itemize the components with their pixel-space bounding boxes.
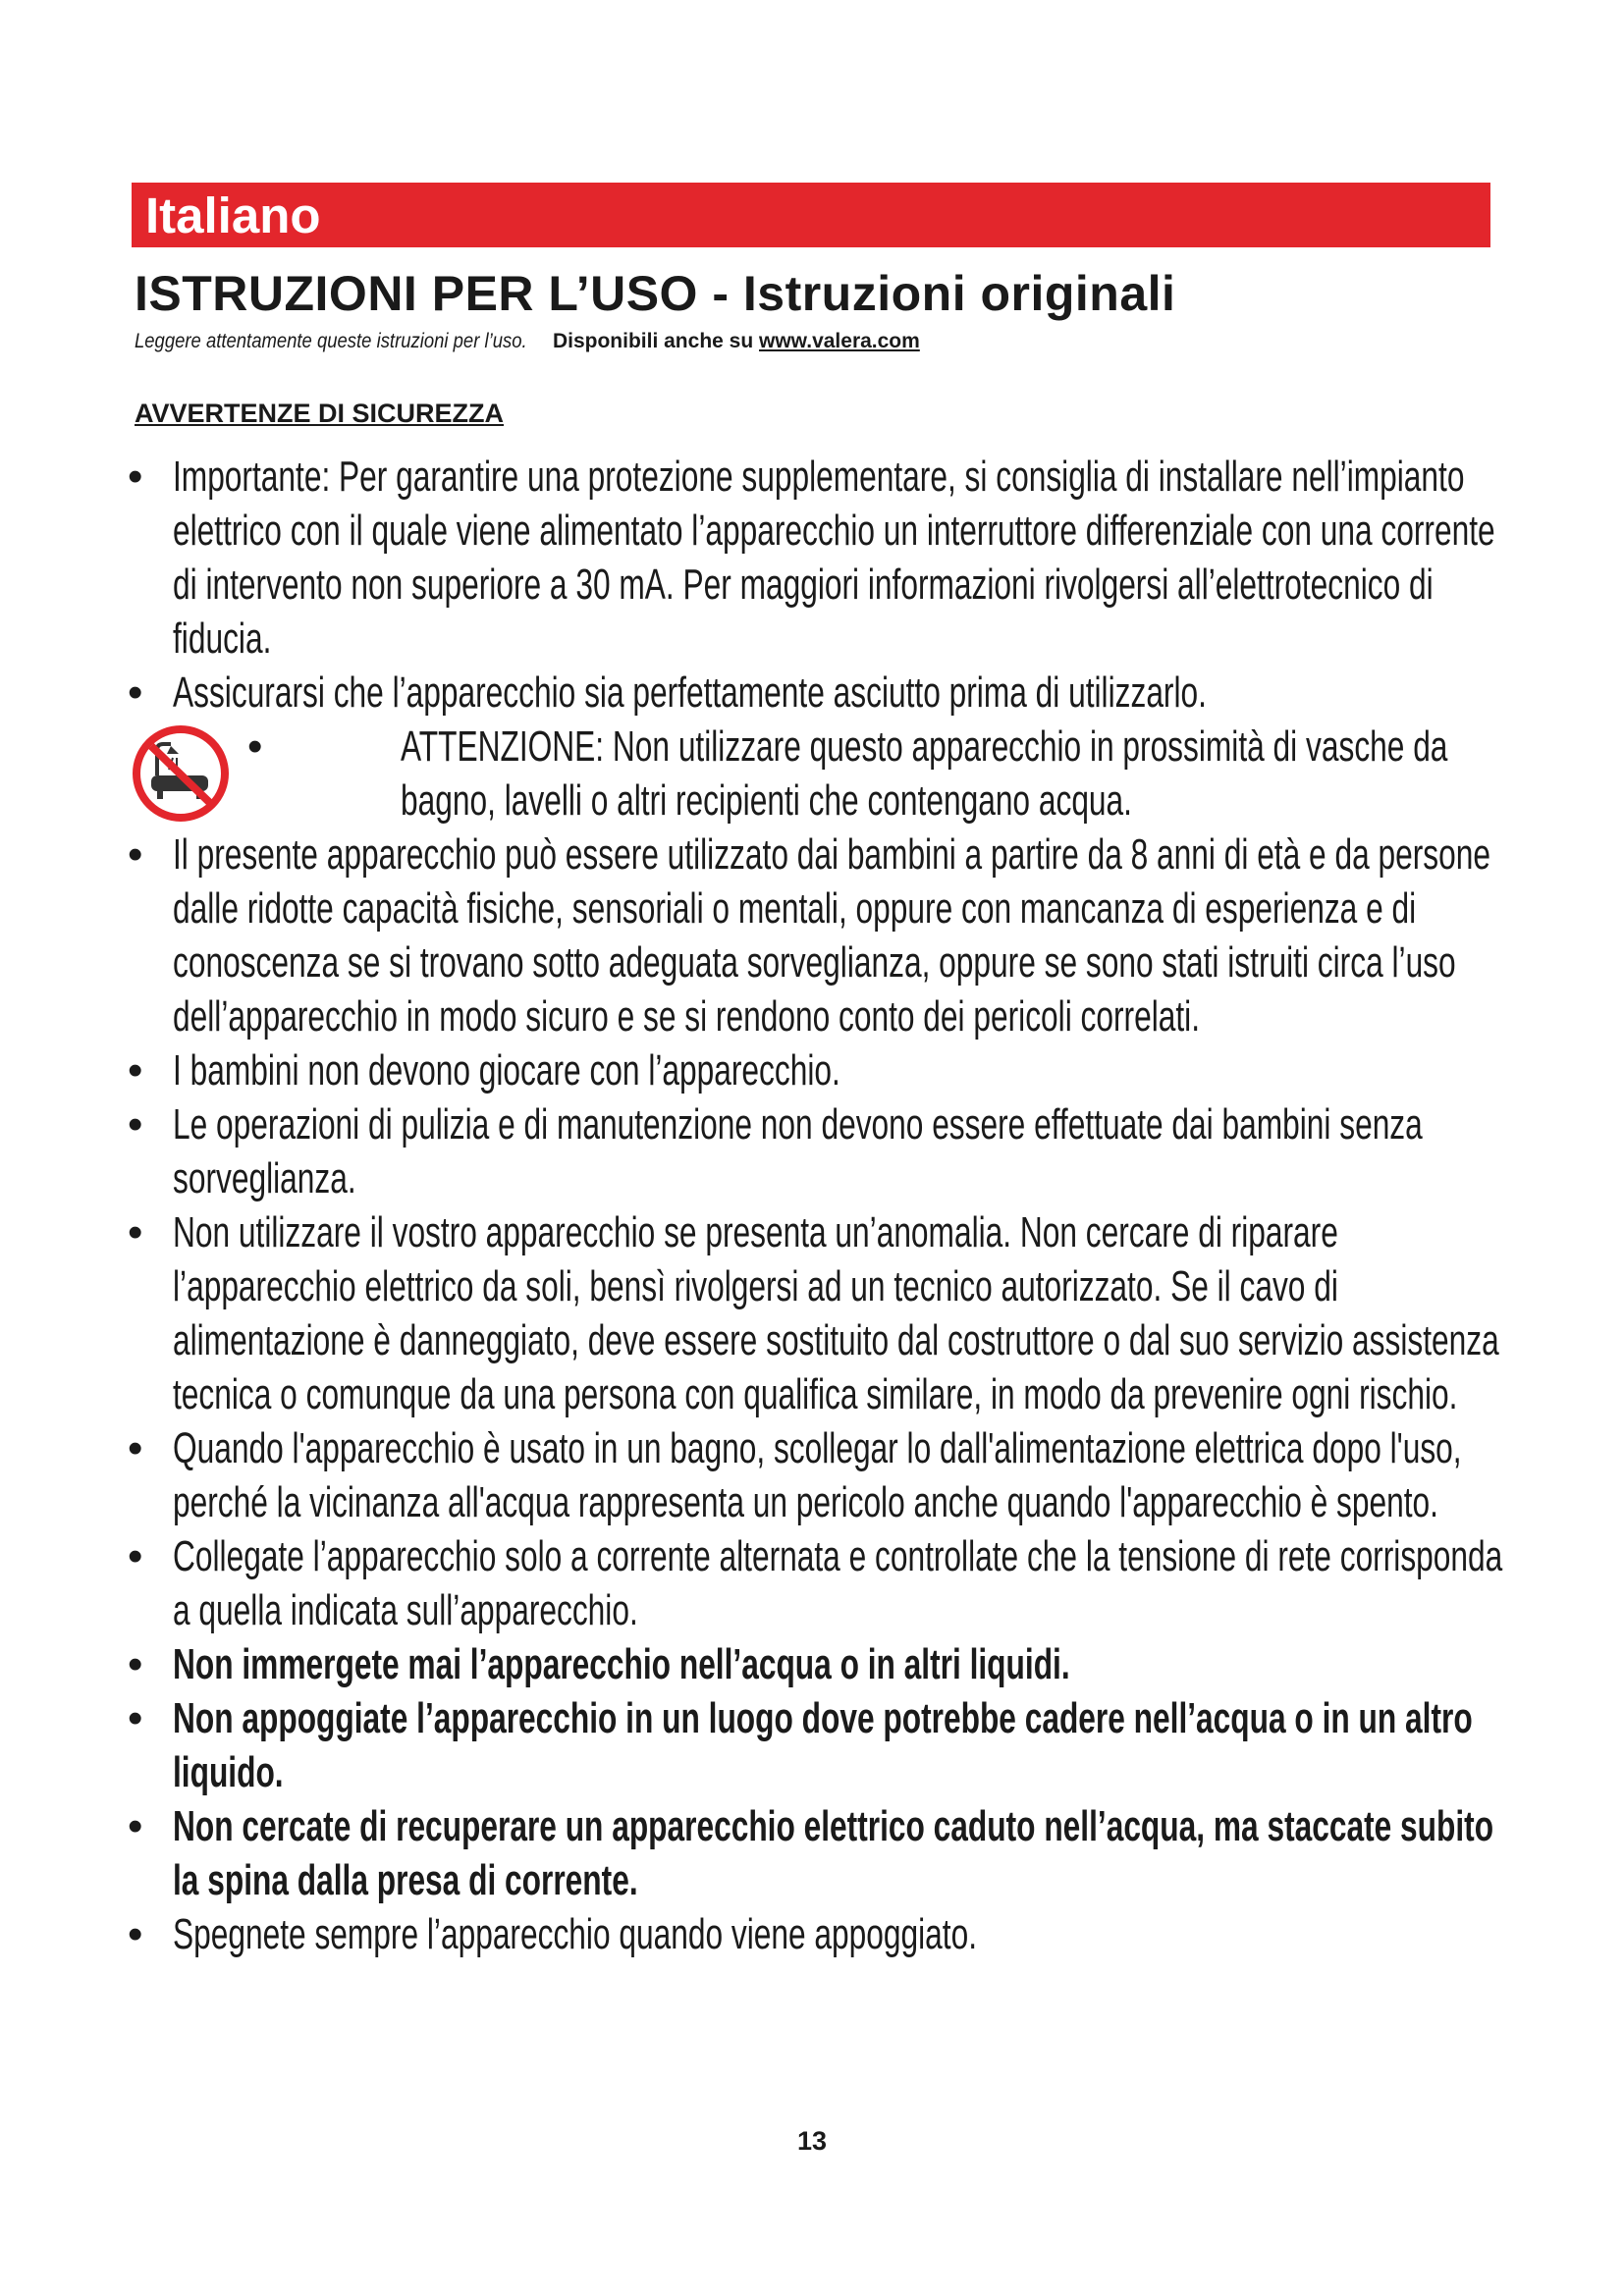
list-item: • Assicurarsi che l’apparecchio sia perfettamente asciutto prima di utilizzarlo. bbox=[128, 668, 1207, 717]
list-item: • Spegnete sempre l’apparecchio quando viene appoggiato. bbox=[128, 1910, 978, 1958]
list-item-bold: • Non immergete mai l’apparecchio nell’acqua o in altri liquidi. bbox=[128, 1640, 1070, 1688]
list-item: • Il presente apparecchio può essere utilizzato dai bambini a partire da 8 anni di età e da persone dalle ridotte capacità fisiche, sensoriali o mentali, oppure con mancanza di esperienza e di conoscenza se si trovano sotto adeguata sorveglianza, oppure se sono stati istruiti circa l’uso dell’apparecchio in modo sicuro e se si rendono conto dei pericoli correlati. bbox=[128, 830, 1490, 1041]
subtitle-availability: Disponibili anche su bbox=[552, 330, 754, 352]
website-link[interactable]: www.valera.com bbox=[759, 330, 920, 352]
language-header-bar bbox=[132, 183, 1490, 247]
list-item-bold: • Non cercate di recuperare un apparecchio elettrico caduto nell’acqua, ma staccate subito la spina dalla presa di corrente. bbox=[128, 1802, 1494, 1904]
page-title: ISTRUZIONI PER L’USO - Istruzioni originali bbox=[135, 266, 1176, 321]
language-label: Italiano bbox=[145, 187, 321, 243]
subtitle-instruction: Leggere attentamente queste istruzioni per l’uso. bbox=[135, 330, 527, 352]
list-item-bold: • Non appoggiate l’apparecchio in un luogo dove potrebbe cadere nell’acqua o in un altro liquido. bbox=[128, 1694, 1473, 1796]
page-number: 13 bbox=[796, 2126, 828, 2156]
subtitle bbox=[135, 330, 920, 353]
list-item-warning: • ATTENZIONE: Non utilizzare questo apparecchio in prossimità di vasche da bagno, lavelli o altri recipienti che contengano acqua. bbox=[247, 722, 1448, 825]
list-item: • Importante: Per garantire una protezione supplementare, si consiglia di installare nell’impianto elettrico con il quale viene alimentato l’apparecchio un interruttore differenziale con una corrente di intervento non superiore a 30 mA. Per maggiori informazioni rivolgersi all’elettrotecnico di fiducia. bbox=[128, 453, 1495, 663]
safety-warnings-list bbox=[128, 450, 1522, 1961]
list-item: • I bambini non devono giocare con l’apparecchio. bbox=[128, 1046, 840, 1095]
list-item: • Non utilizzare il vostro apparecchio se presenta un’anomalia. Non cercare di riparare l’apparecchio elettrico da soli, bensì rivolgersi ad un tecnico autorizzato. Se il cavo di alimentazione è danneggiato, deve essere sostituito dal costruttore o dal suo servizio assistenza tecnica o comunque da una persona con qualifica similare, in modo da prevenire ogni rischio. bbox=[128, 1208, 1499, 1418]
list-item: • Le operazioni di pulizia e di manutenzione non devono essere effettuate dai bambini senza sorveglianza. bbox=[128, 1100, 1423, 1202]
section-title: AVVERTENZE DI SICUREZZA bbox=[135, 399, 505, 428]
list-item: • Quando l'apparecchio è usato in un bagno, scollegar lo dall'alimentazione elettrica dopo l'uso, perché la vicinanza all'acqua rappresenta un pericolo anche quando l'apparecchio è spento. bbox=[128, 1424, 1462, 1526]
list-item: • Collegate l’apparecchio solo a corrente alternata e controllate che la tensione di rete corrisponda a quella indicata sull’apparecchio. bbox=[128, 1532, 1503, 1634]
